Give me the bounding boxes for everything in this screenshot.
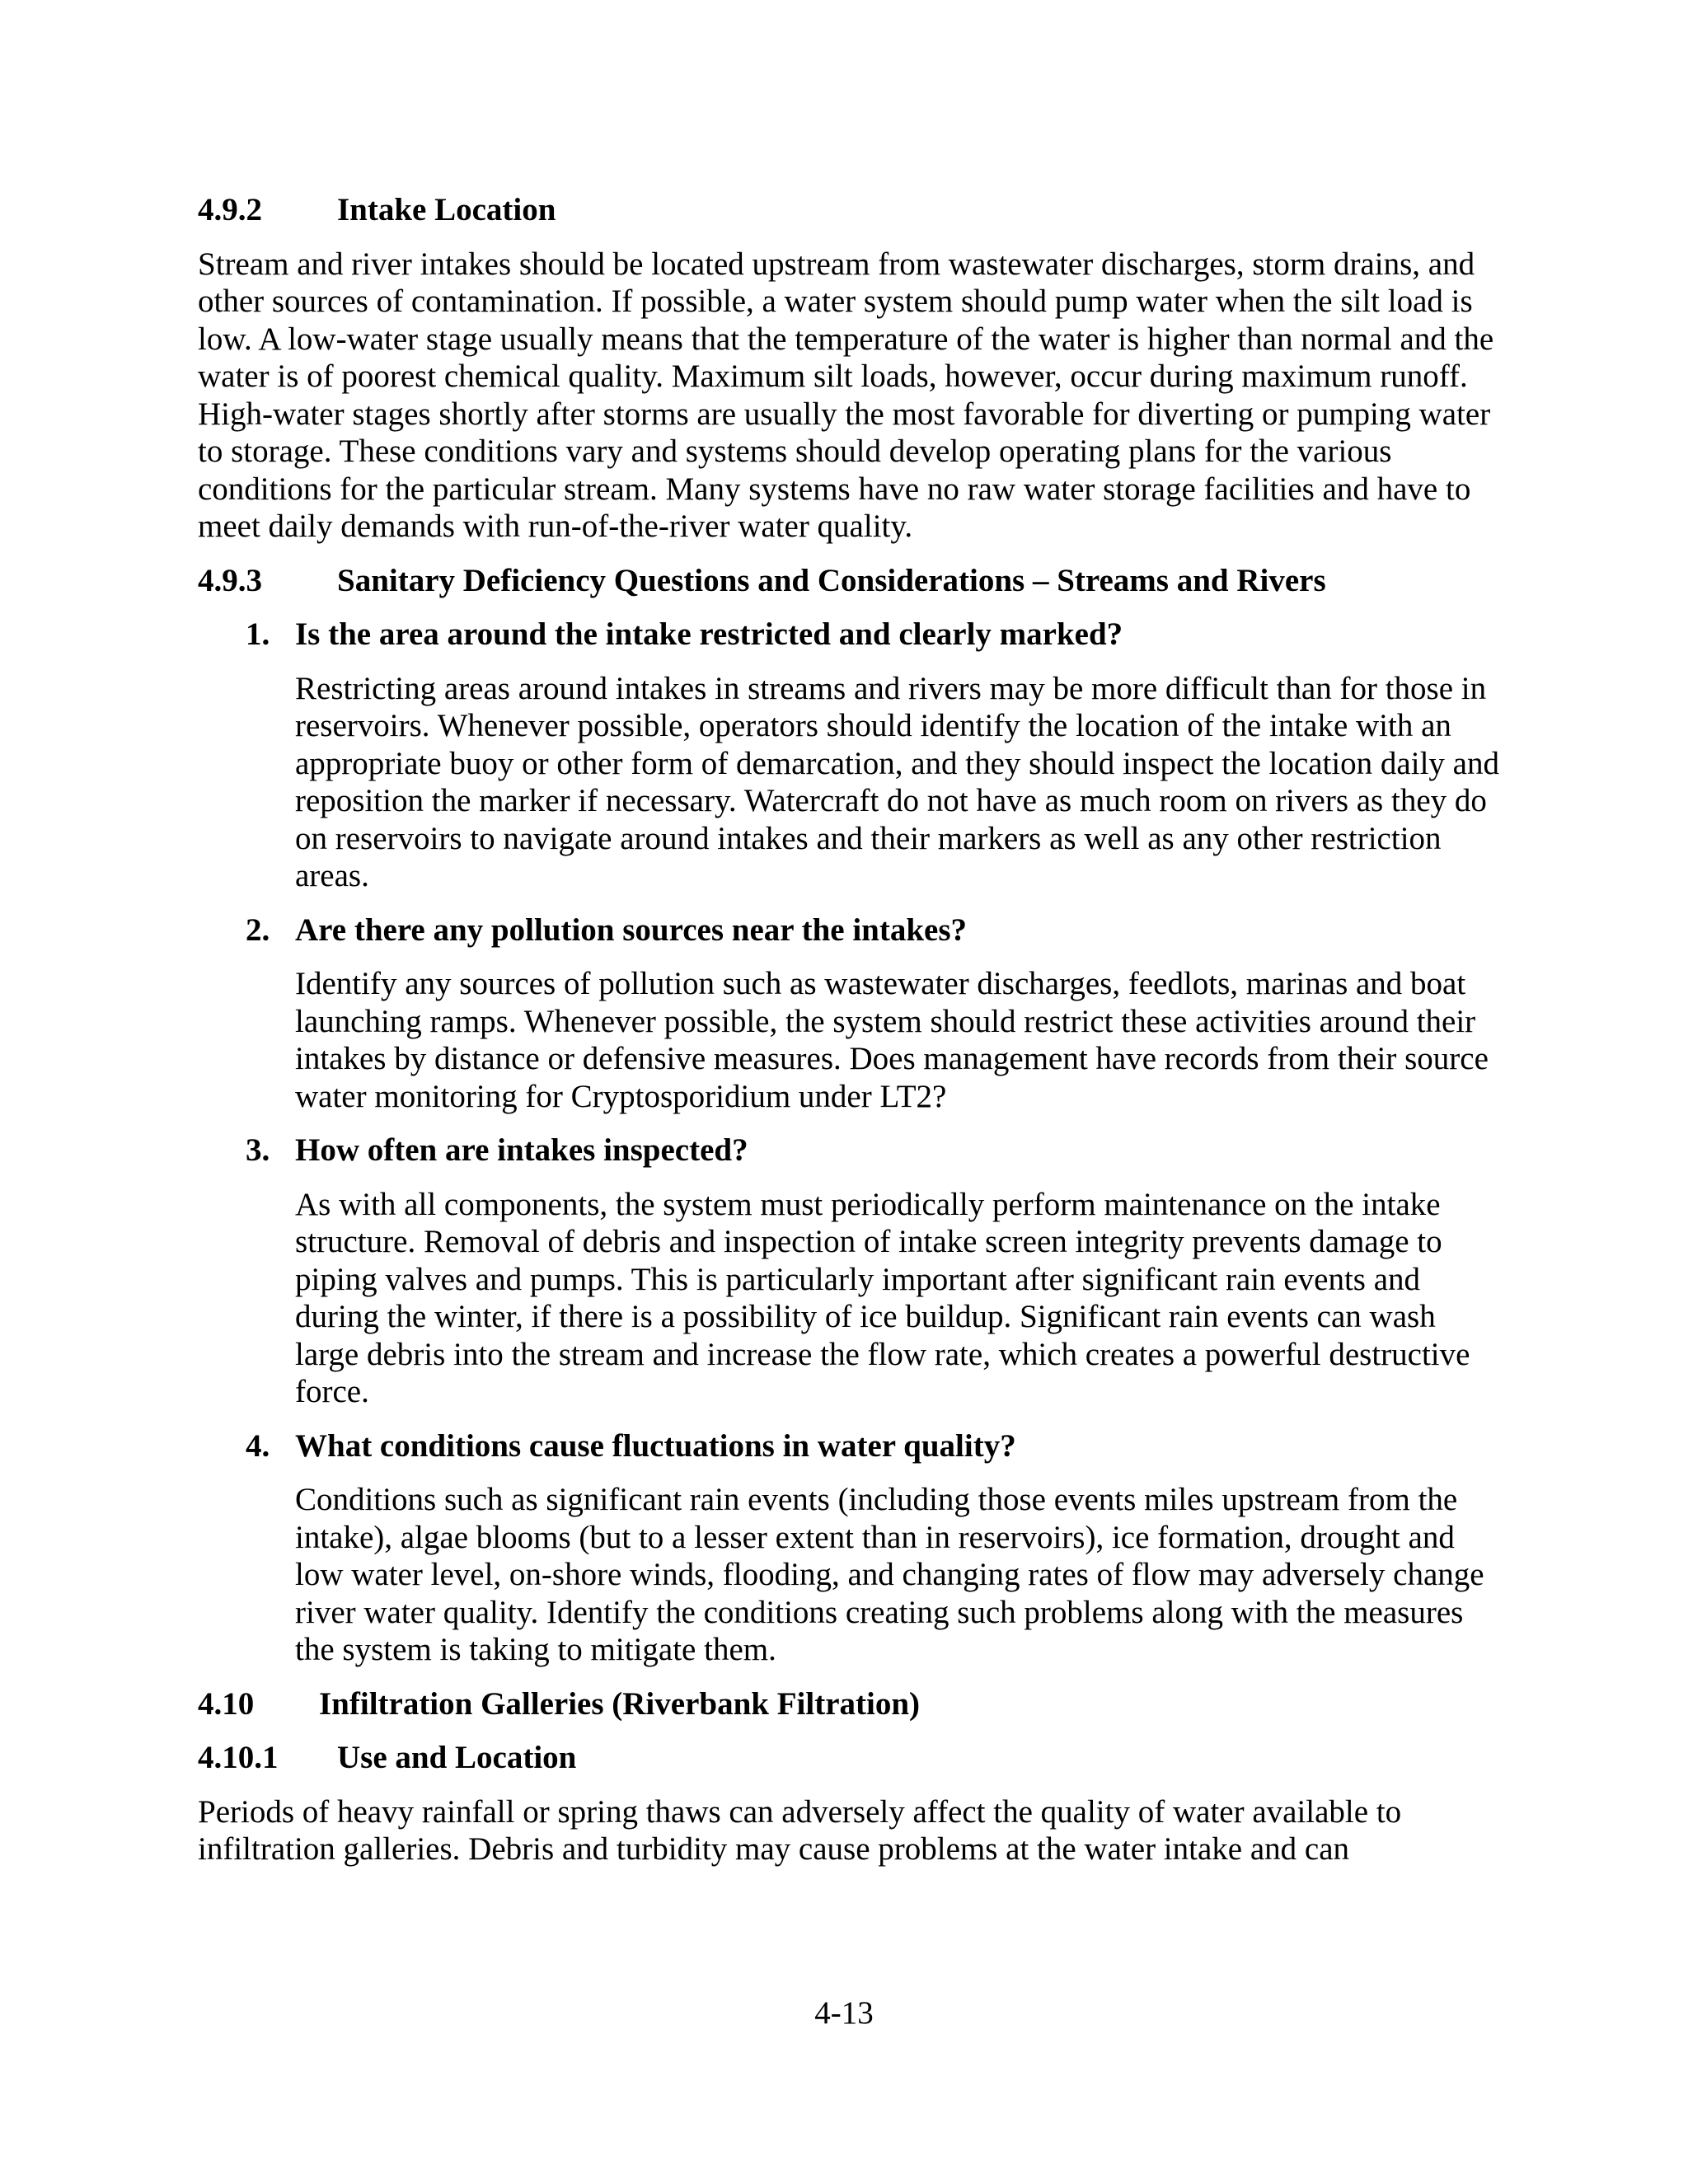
section-heading-4-9-3 xyxy=(198,562,1500,600)
section-number: 4.9.3 xyxy=(198,562,262,598)
question-2 xyxy=(198,912,1500,949)
section-number: 4.9.2 xyxy=(198,192,262,227)
section-number: 4.10 xyxy=(198,1685,255,1722)
section-title: Intake Location xyxy=(337,192,556,227)
question-number: 2. xyxy=(246,912,270,948)
question-text: What conditions cause fluctuations in water quality? xyxy=(295,1427,1016,1464)
question-number: 1. xyxy=(246,616,270,652)
question-1 xyxy=(198,616,1500,654)
page-content xyxy=(198,191,1500,1885)
answer-3: As with all components, the system must periodically perform maintenance on the intake structure. Removal of debris and inspection of intake screen integrity prevents damage to piping valves and pumps. This is particularly important after significant rain events and during the winter, if there is a possibility of ice buildup. Significant rain events can wash large debris into the stream and increase the flow rate, which creates a powerful destructive force. xyxy=(295,1186,1470,1409)
answer-1: Restricting areas around intakes in streams and rivers may be more difficult than for those in reservoirs. Whenever possible, operators should identify the location of the intake with an appropriate buoy or other form of demarcation, and they should inspect the location daily and reposition the marker if necessary. Watercraft do not have as much room on rivers as they do on reservoirs to navigate around intakes and their markers as well as any other restriction areas. xyxy=(295,670,1499,893)
section-title: Infiltration Galleries (Riverbank Filtration) xyxy=(319,1685,921,1722)
section-body-4-10-1: Periods of heavy rainfall or spring thaws can adversely affect the quality of water available to infiltration galleries. Debris and turbidity may cause problems at the water intake and can xyxy=(198,1793,1402,1867)
section-number: 4.10.1 xyxy=(198,1740,279,1775)
page-number: 4-13 xyxy=(814,1995,874,2031)
question-number: 3. xyxy=(246,1132,270,1168)
question-4 xyxy=(198,1427,1500,1465)
question-text: Is the area around the intake restricted and clearly marked? xyxy=(295,616,1123,652)
section-heading-4-10-1 xyxy=(198,1739,1500,1777)
section-heading-4-10 xyxy=(198,1685,1500,1723)
section-title: Use and Location xyxy=(337,1740,577,1775)
answer-2: Identify any sources of pollution such as wastewater discharges, feedlots, marinas and boat launching ramps. Whenever possible, the system should restrict these activities around their intakes by distance or defensive measures. Does management have records from their source water monitoring for Cryptosporidium under LT2? xyxy=(295,966,1489,1114)
question-text: How often are intakes inspected? xyxy=(295,1132,748,1168)
section-title: Sanitary Deficiency Questions and Considerations – Streams and Rivers xyxy=(337,562,1326,598)
section-heading-4-9-2 xyxy=(198,191,1500,229)
question-number: 4. xyxy=(246,1427,270,1464)
section-body-4-9-2: Stream and river intakes should be located upstream from wastewater discharges, storm drains, and other sources of contamination. If possible, a water system should pump water when the silt load is low. A low-water stage usually means that the temperature of the water is higher than normal and the water is of poorest chemical quality. Maximum silt loads, however, occur during maximum runoff. High-water stages shortly after storms are usually the most favorable for diverting or pumping water to storage. These conditions vary and systems should develop operating plans for the various conditions for the particular stream. Many systems have no raw water storage facilities and have to meet daily demands with run-of-the-river water quality. xyxy=(198,246,1494,544)
answer-4: Conditions such as significant rain events (including those events miles upstream from the intake), algae blooms (but to a lesser extent than in reservoirs), ice formation, drought and low water level, on-shore winds, flooding, and changing rates of flow may adversely change river water quality. Identify the conditions creating such problems along with the measures the system is taking to mitigate them. xyxy=(295,1482,1484,1667)
question-text: Are there any pollution sources near the intakes? xyxy=(295,912,968,948)
question-3 xyxy=(198,1132,1500,1169)
